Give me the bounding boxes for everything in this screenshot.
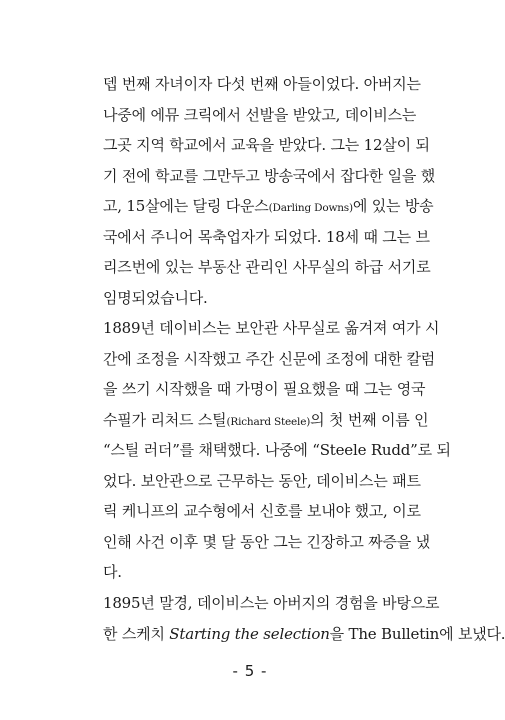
text-line: 었다. 보안관으로 근무하는 동안, 데이비스는 패트 <box>103 472 421 490</box>
text-line: 1889년 데이비스는 보안관 사무실로 옮겨져 여가 시 <box>103 319 440 337</box>
text-segment: 에 있는 방송 <box>352 197 434 215</box>
text-line: 리즈번에 있는 부동산 관리인 사무실의 하급 서기로 <box>103 258 431 276</box>
text-segment: 의 첫 번째 이름 인 <box>310 411 429 429</box>
english-gloss: (Darling Downs) <box>268 202 353 214</box>
page-number: - 5 - <box>232 662 268 680</box>
text-line <box>103 410 429 432</box>
text-segment: 고, 15살에는 달링 다운스 <box>103 197 269 215</box>
text-segment: 한 스케치 <box>103 625 170 643</box>
text-line: 기 전에 학교를 그만두고 방송국에서 잡다한 일을 했 <box>103 167 436 185</box>
english-gloss: (Richard Steele) <box>226 416 311 428</box>
text-line: “스틸 러더”를 채택했다. 나중에 “Steele Rudd”로 되 <box>103 441 451 459</box>
text-line: 을 쓰기 시작했을 때 가명이 필요했을 때 그는 영국 <box>103 380 426 398</box>
text-line: 인해 사건 이후 몇 달 동안 그는 긴장하고 짜증을 냈 <box>103 533 430 551</box>
italic-title: Starting the selection <box>169 625 330 643</box>
text-line: 간에 조정을 시작했고 주간 신문에 조정에 대한 칼럼 <box>103 350 436 368</box>
text-segment: 을 The Bulletin에 보냈다. <box>329 625 505 643</box>
text-line: 그곳 지역 학교에서 교육을 받았다. 그는 12살이 되 <box>103 136 430 154</box>
text-line: 국에서 주니어 목축업자가 되었다. 18세 때 그는 브 <box>103 228 430 246</box>
text-line: 다. <box>103 563 122 581</box>
text-line: 1895년 말경, 데이비스는 아버지의 경험을 바탕으로 <box>103 594 440 612</box>
text-line: 뎁 번째 자녀이자 다섯 번째 아들이었다. 아버지는 <box>103 75 421 93</box>
text-line: 릭 케니프의 교수형에서 신호를 보내야 했고, 이로 <box>103 502 421 520</box>
text-segment: 수필가 리처드 스틸 <box>103 411 227 429</box>
text-line: 나중에 에뮤 크릭에서 선발을 받았고, 데이비스는 <box>103 106 417 124</box>
text-line <box>103 196 434 218</box>
text-line <box>103 624 505 644</box>
text-line: 임명되었습니다. <box>103 289 208 307</box>
